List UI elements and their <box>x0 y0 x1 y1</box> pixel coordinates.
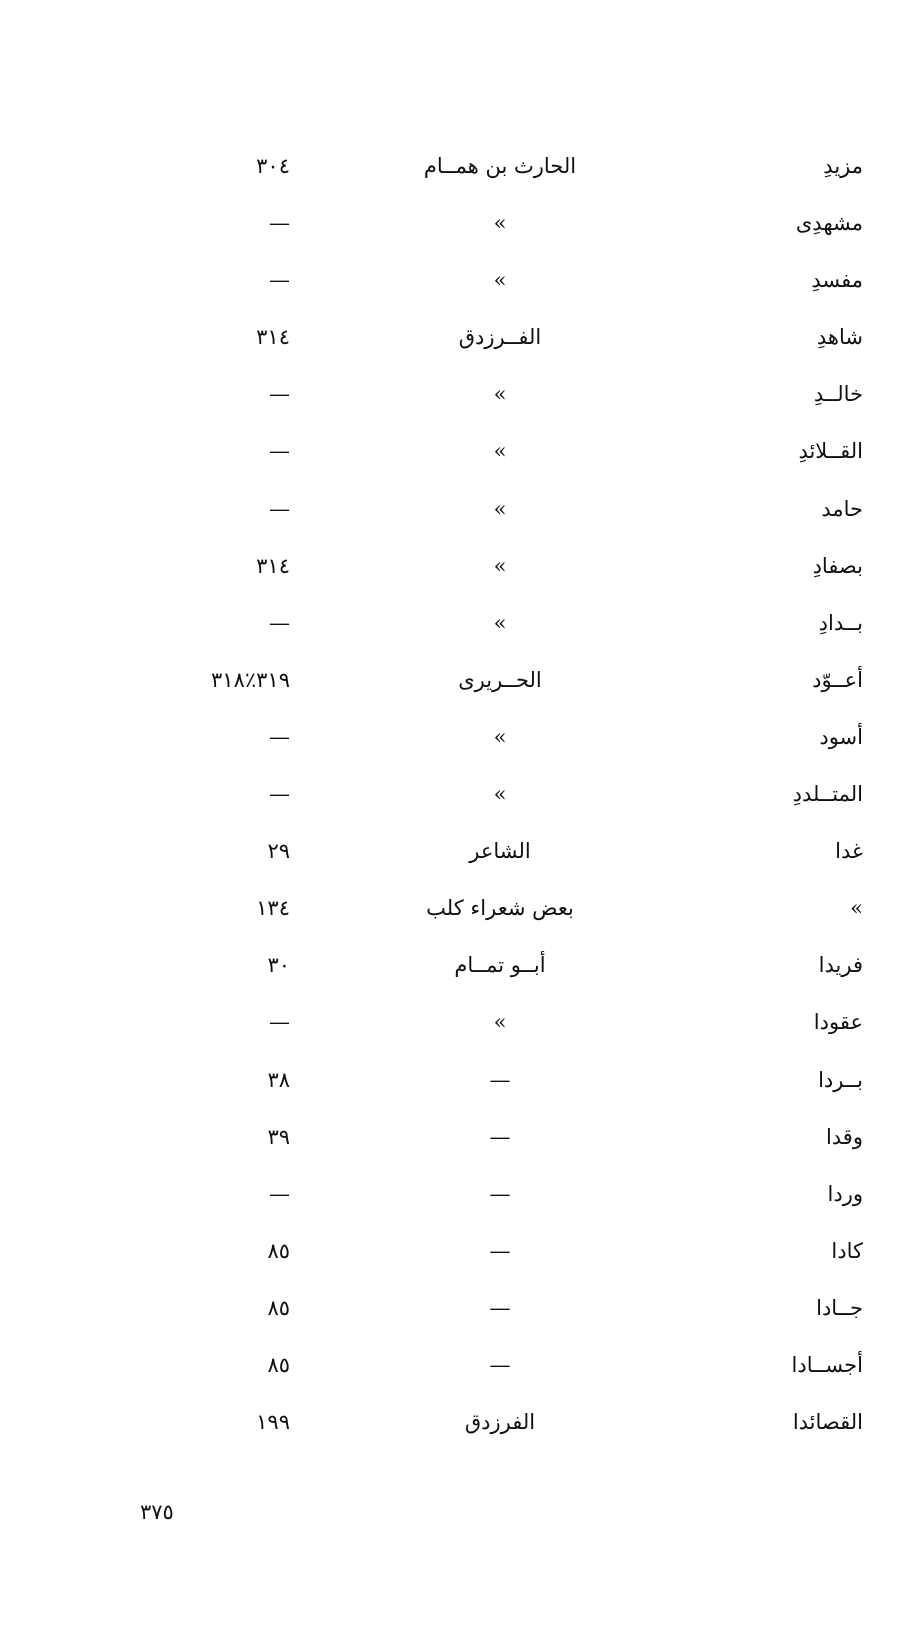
page-reference: ٣١٤ <box>256 325 290 350</box>
rhyme-word: مفسدِ <box>811 268 863 293</box>
page-reference: ٣٨ <box>267 1067 290 1092</box>
page-reference: ٢٩ <box>267 839 290 864</box>
table-row <box>0 545 909 602</box>
poet-name: » <box>493 782 507 807</box>
poet-name: » <box>493 724 507 749</box>
poet-name: بعض شعراء كلب <box>426 896 574 921</box>
poet-name: أبــو تمــام <box>454 953 546 978</box>
poet-name: — <box>489 1238 511 1263</box>
rhyme-word: شاهدِ <box>816 325 863 350</box>
page-reference: ١٩٩ <box>256 1410 290 1435</box>
table-row <box>0 1401 909 1458</box>
table-row <box>0 430 909 487</box>
rhyme-word: » <box>850 896 863 921</box>
rhyme-word: وقدا <box>825 1124 863 1149</box>
rhyme-word: حامد <box>821 496 863 521</box>
rhyme-word: أعــوّد <box>812 667 863 692</box>
page-reference: — <box>269 1181 290 1206</box>
page-reference: — <box>269 1010 290 1035</box>
rhyme-word: عقودا <box>813 1010 863 1035</box>
poet-name: الفــرزدق <box>458 325 542 350</box>
table-row <box>0 373 909 430</box>
poet-name: » <box>493 268 507 293</box>
page-reference: — <box>269 496 290 521</box>
table-row <box>0 316 909 373</box>
table-row <box>0 145 909 202</box>
page-number: ٣٧٥ <box>140 1500 174 1524</box>
rhyme-word: مزيدِ <box>823 154 863 178</box>
table-row <box>0 716 909 773</box>
rhyme-word: بــردا <box>818 1067 863 1092</box>
poet-name: » <box>493 1010 507 1035</box>
page-reference: ٣١٩٪٣١٨ <box>211 667 290 692</box>
rhyme-word: غدا <box>835 839 863 864</box>
table-row <box>0 1173 909 1230</box>
poet-name: — <box>489 1181 511 1206</box>
poet-name: » <box>493 439 507 464</box>
page-reference: ٣١٤ <box>256 553 290 578</box>
page-reference: ٣٠ <box>267 953 290 978</box>
table-row <box>0 944 909 1001</box>
poet-name: — <box>489 1295 511 1320</box>
poet-name: الحــريرى <box>458 667 542 692</box>
table-row <box>0 887 909 944</box>
rhyme-word: فريدا <box>818 953 863 978</box>
poet-name: الحارث بن همــام <box>423 154 577 178</box>
index-table <box>0 145 909 1458</box>
poet-name: » <box>493 553 507 578</box>
table-row <box>0 659 909 716</box>
page-reference: ٣٠٤ <box>256 154 290 178</box>
poet-name: — <box>489 1124 511 1149</box>
poet-name: » <box>493 610 507 635</box>
table-row <box>0 202 909 259</box>
table-row <box>0 830 909 887</box>
rhyme-word: جــادا <box>816 1295 863 1320</box>
page-reference: — <box>269 610 290 635</box>
poet-name: الفرزدق <box>464 1410 536 1435</box>
table-row <box>0 1287 909 1344</box>
table-row <box>0 1001 909 1058</box>
rhyme-word: مشهدِى <box>795 211 863 236</box>
page-reference: — <box>269 782 290 807</box>
rhyme-word: وردا <box>827 1181 863 1206</box>
table-row <box>0 488 909 545</box>
page-reference: — <box>269 211 290 236</box>
poet-name: — <box>489 1067 511 1092</box>
rhyme-word: بصفادِ <box>812 553 863 578</box>
poet-name: » <box>493 211 507 236</box>
page-reference: — <box>269 382 290 407</box>
table-row <box>0 1116 909 1173</box>
table-row <box>0 1344 909 1401</box>
page-reference: — <box>269 439 290 464</box>
poet-name: » <box>493 382 507 407</box>
page-reference: ٨٥ <box>267 1295 290 1320</box>
table-row <box>0 773 909 830</box>
table-row <box>0 259 909 316</box>
page-reference: ٨٥ <box>267 1352 290 1377</box>
rhyme-word: كادا <box>831 1238 863 1263</box>
rhyme-word: بــدادِ <box>818 610 863 635</box>
page-reference: — <box>269 724 290 749</box>
poet-name: الشاعر <box>469 839 531 864</box>
rhyme-word: المتــلددِ <box>792 782 863 807</box>
rhyme-word: أسود <box>819 724 863 749</box>
rhyme-word: القــلائدِ <box>798 439 863 464</box>
page-reference: — <box>269 268 290 293</box>
rhyme-word: أجســادا <box>791 1352 863 1377</box>
page-reference: ١٣٤ <box>256 896 290 921</box>
poet-name: » <box>493 496 507 521</box>
page-reference: ٨٥ <box>267 1238 290 1263</box>
table-row <box>0 1230 909 1287</box>
rhyme-word: خالــدِ <box>813 382 863 407</box>
table-row <box>0 602 909 659</box>
page-reference: ٣٩ <box>267 1124 290 1149</box>
poet-name: — <box>489 1352 511 1377</box>
table-row <box>0 1059 909 1116</box>
rhyme-word: القصائدا <box>792 1410 863 1435</box>
